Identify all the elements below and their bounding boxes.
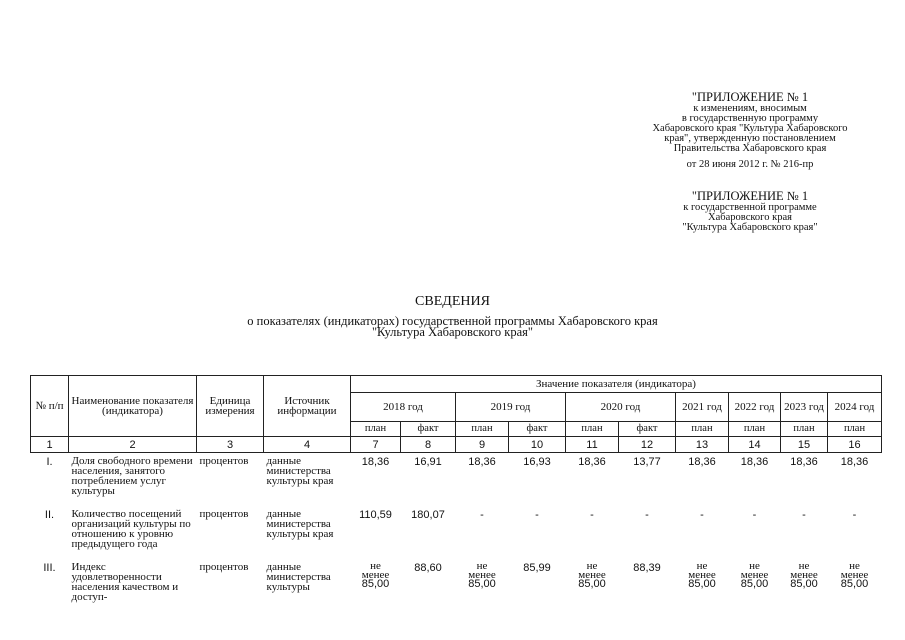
- indicator-value: -: [535, 508, 539, 521]
- indicator-value: не менее 85,00: [468, 559, 496, 590]
- indicator-value: 18,36: [688, 456, 716, 468]
- row-number: I.: [46, 456, 53, 468]
- header-fact: факт: [619, 422, 676, 437]
- table-row: [31, 559, 882, 607]
- appendix-1-line: к изменениям, вносимым: [693, 103, 807, 114]
- header-source: Источник информации: [264, 376, 351, 437]
- indicator-value: 180,07: [411, 508, 445, 521]
- header-plan: план: [676, 422, 729, 437]
- header-plan: план: [828, 422, 882, 437]
- row-number: III.: [43, 561, 56, 574]
- column-number: 15: [781, 437, 828, 453]
- indicator-value: -: [802, 508, 806, 521]
- indicator-value: 13,77: [633, 456, 661, 468]
- indicator-value: 18,36: [468, 456, 496, 468]
- indicator-value: 18,36: [361, 456, 390, 468]
- indicator-value: не менее 85,00: [840, 559, 869, 590]
- header-fact: факт: [509, 422, 566, 437]
- indicator-value: -: [590, 508, 594, 521]
- indicators-table: [30, 375, 882, 607]
- header-num: № п/п: [31, 376, 69, 437]
- unit: процентов: [199, 560, 249, 573]
- column-number: 8: [401, 437, 456, 453]
- header-plan: план: [351, 422, 401, 437]
- column-number: 9: [456, 437, 509, 453]
- appendix-1-date: от 28 июня 2012 г. № 216-пр: [686, 159, 814, 170]
- appendix-2-line: "Культура Хабаровского края": [682, 222, 818, 233]
- header-year-2024: 2024 год: [828, 393, 882, 422]
- appendix-1-line: Хабаровского края "Культура Хабаровского: [652, 123, 848, 134]
- appendix-2-title: "ПРИЛОЖЕНИЕ № 1: [691, 189, 809, 203]
- source: данные министерства культуры: [266, 560, 331, 593]
- header-year-2018: 2018 год: [351, 393, 456, 422]
- table-row: [31, 506, 882, 559]
- header-plan: план: [566, 422, 619, 437]
- unit: процентов: [199, 507, 249, 520]
- column-number: 13: [676, 437, 729, 453]
- indicator-value: -: [752, 508, 757, 521]
- header-year-2023: 2023 год: [781, 393, 828, 422]
- header-unit: Единица измерения: [197, 376, 264, 437]
- appendix-1-line: Правительства Хабаровского края: [673, 143, 827, 154]
- column-number: 4: [264, 437, 351, 453]
- indicator-name: Доля свободного времени населения, занятого потреблением услуг культуры: [71, 455, 193, 497]
- indicator-name: Индекс удовлетворенности населения качеством и доступ-: [71, 560, 179, 603]
- document-title: СВЕДЕНИЯ: [415, 294, 490, 309]
- column-number: 11: [566, 437, 619, 453]
- document-subtitle-line: о показателях (индикаторах) государственной программы Хабаровского края: [247, 314, 658, 328]
- header-year-2021: 2021 год: [676, 393, 729, 422]
- header-value-group: Значение показателя (индикатора): [351, 376, 882, 393]
- appendix-1-block: [615, 90, 885, 170]
- indicator-value: не менее 85,00: [740, 559, 769, 590]
- header-year-2019: 2019 год: [456, 393, 566, 422]
- header-plan: план: [729, 422, 781, 437]
- appendix-1-line: в государственную программу: [681, 113, 819, 124]
- indicator-value: -: [480, 508, 484, 521]
- column-number: 1: [31, 437, 69, 453]
- appendix-2-block: [615, 189, 885, 233]
- column-number: 3: [197, 437, 264, 453]
- header-name: Наименование показателя (индикатора): [69, 376, 197, 437]
- appendix-2-line: Хабаровского края: [708, 212, 792, 223]
- header-plan: план: [781, 422, 828, 437]
- indicator-value: не менее 85,00: [361, 559, 390, 590]
- indicator-name: Количество посещений организаций культуры по отношению к уровню предыдущего года: [71, 507, 191, 550]
- header-plan: план: [456, 422, 509, 437]
- indicator-value: -: [645, 508, 649, 521]
- column-number: 10: [509, 437, 566, 453]
- header-year-2022: 2022 год: [729, 393, 781, 422]
- document-subtitle-line: "Культура Хабаровского края": [371, 325, 534, 339]
- document-heading: [150, 293, 755, 338]
- indicator-value: 88,60: [414, 561, 442, 574]
- column-number: 12: [619, 437, 676, 453]
- indicator-value: 18,36: [840, 456, 869, 468]
- indicator-value: 88,39: [633, 561, 661, 574]
- indicator-value: 18,36: [740, 456, 769, 468]
- column-number: 2: [69, 437, 197, 453]
- header-year-2020: 2020 год: [566, 393, 676, 422]
- appendix-2-line: к государственной программе: [683, 202, 817, 213]
- appendix-1-title: "ПРИЛОЖЕНИЕ № 1: [691, 90, 809, 104]
- column-number: 14: [729, 437, 781, 453]
- indicator-value: не менее 85,00: [688, 559, 716, 590]
- indicators-table-body: [31, 453, 882, 607]
- indicator-value: 110,59: [359, 508, 392, 521]
- indicator-value: -: [852, 508, 857, 521]
- row-number: II.: [44, 508, 55, 521]
- header-fact: факт: [401, 422, 456, 437]
- indicator-value: 16,93: [523, 456, 551, 468]
- appendix-1-line: края", утвержденную постановлением: [664, 133, 836, 144]
- source: данные министерства культуры края: [266, 455, 334, 487]
- indicator-value: не менее 85,00: [790, 559, 818, 590]
- indicator-value: -: [700, 508, 704, 521]
- indicator-value: 16,91: [414, 456, 442, 468]
- unit: процентов: [199, 455, 249, 467]
- indicator-value: не менее 85,00: [578, 559, 606, 590]
- indicator-value: 18,36: [578, 456, 606, 468]
- source: данные министерства культуры края: [266, 507, 334, 540]
- indicator-value: 85,99: [523, 561, 551, 574]
- column-number: 7: [351, 437, 401, 453]
- column-number: 16: [828, 437, 882, 453]
- table-row: [31, 453, 882, 506]
- indicator-value: 18,36: [790, 456, 818, 468]
